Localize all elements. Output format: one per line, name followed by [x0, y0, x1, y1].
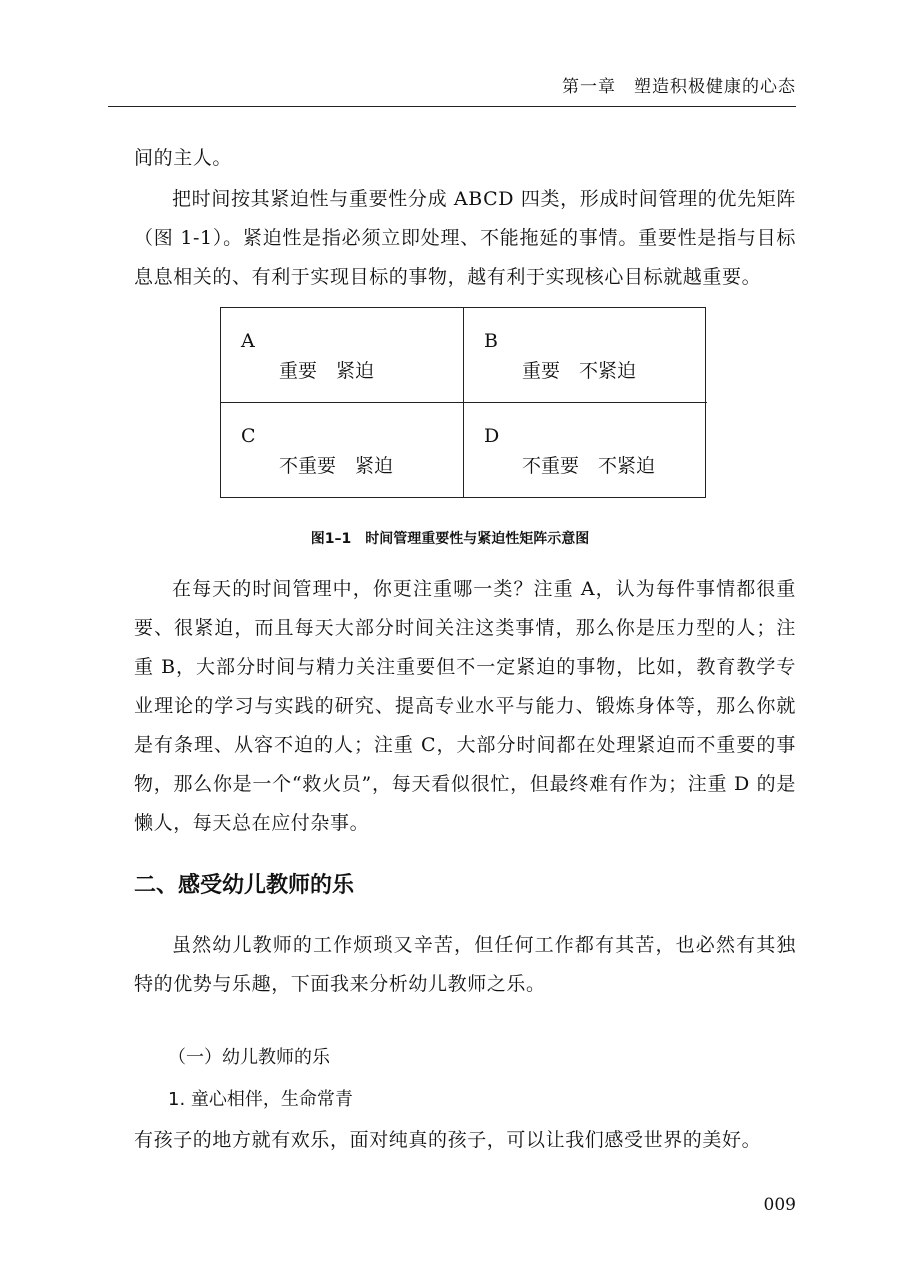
- matrix-cell-desc: 不重要 不紧迫: [522, 455, 656, 477]
- paragraph-children-joy: 有孩子的地方就有欢乐，面对纯真的孩子，可以让我们感受世界的美好。: [134, 1129, 762, 1151]
- matrix-cell-letter: B: [484, 330, 498, 352]
- matrix-cell-letter: D: [484, 425, 500, 447]
- section-heading: 二、感受幼儿教师的乐: [134, 873, 355, 898]
- paragraph-time-matrix-intro: 把时间按其紧迫性与重要性分成 ABCD 四类，形成时间管理的优先矩阵（图 1-1）。紧迫性是指必须立即处理、不能拖延的事情。重要性是指与目标息息相关的、有利于实现目标的事物，越有利于实现核心目标就越重要。: [134, 188, 796, 288]
- paragraph-continuation: 间的主人。: [134, 147, 233, 169]
- header-rule: [108, 106, 796, 107]
- matrix-cell-desc: 重要 不紧迫: [522, 360, 637, 382]
- figure-caption: 图1–1 时间管理重要性与紧迫性矩阵示意图: [310, 531, 590, 547]
- matrix-cell-letter: A: [241, 330, 255, 352]
- priority-matrix: [220, 307, 706, 498]
- matrix-cell-desc: 重要 紧迫: [279, 360, 375, 382]
- paragraph-section-intro: 虽然幼儿教师的工作烦琐又辛苦，但任何工作都有其苦，也必然有其独特的优势与乐趣，下面我来分析幼儿教师之乐。: [134, 934, 796, 995]
- page-number: 009: [763, 1195, 796, 1215]
- matrix-cell-d: [464, 403, 707, 498]
- matrix-cell-letter: C: [241, 425, 256, 447]
- paragraph-matrix-discussion: 在每天的时间管理中，你更注重哪一类？注重 A，认为每件事情都很重要、很紧迫，而且每天大部分时间关注这类事情，那么你是压力型的人；注重 B，大部分时间与精力关注重要但不一定紧迫的事物，比如，教育教学专业理论的学习与实践的研究、提高专业水平与能力、锻炼身体等，那么你就是有条理、从容不迫的人；注重 C，大部分时间都在处理紧迫而不重要的事物，那么你是一个“救火员”，每天看似很忙，但最终难有作为；注重 D 的是懒人，每天总在应付杂事。: [134, 578, 796, 834]
- item-heading: 1. 童心相伴，生命常青: [168, 1089, 353, 1110]
- matrix-cell-b: [464, 308, 707, 403]
- matrix-cell-desc: 不重要 紧迫: [279, 455, 394, 477]
- running-header: 第一章 塑造积极健康的心态: [562, 77, 796, 97]
- matrix-cell-a: [221, 308, 464, 403]
- matrix-cell-c: [221, 403, 464, 498]
- subsection-heading: （一）幼儿教师的乐: [168, 1047, 330, 1068]
